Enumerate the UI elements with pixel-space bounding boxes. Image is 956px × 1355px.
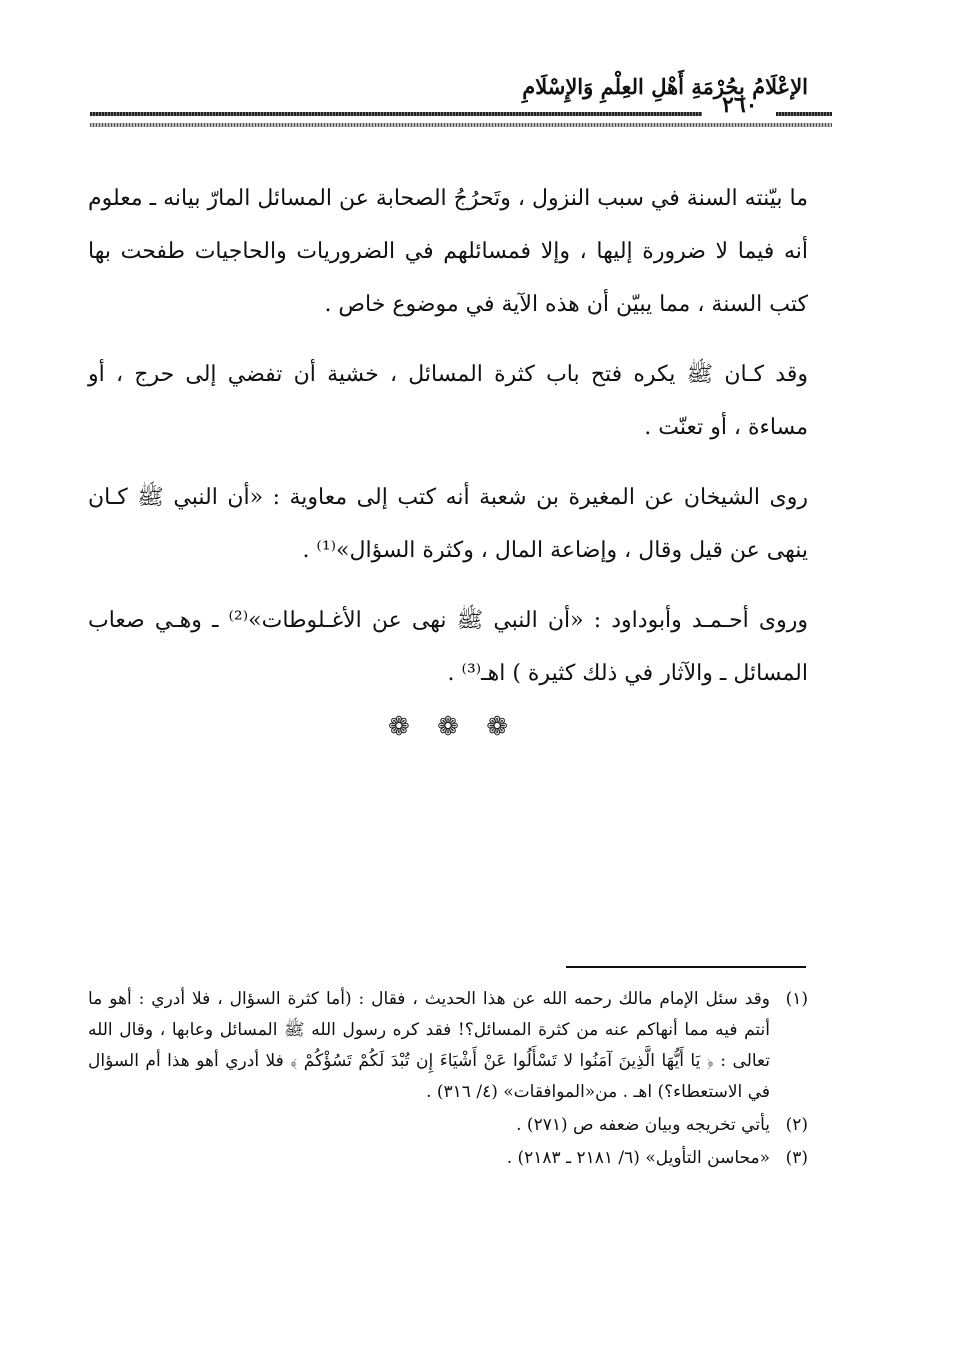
- running-title: الإعْلَامُ بِحُرْمَةِ أَهْلِ العِلْمِ وَالإِسْلَامِ: [522, 74, 808, 99]
- header-rule-short: [776, 112, 832, 116]
- footnote-number: (٢): [785, 1115, 808, 1135]
- footnote-rule: [566, 966, 806, 968]
- footnote-text: يأتي تخريجه وبيان ضعفه ص (٢٧١) .: [516, 1115, 770, 1135]
- footnote-text: وقد سئل الإمام مالك رحمه الله عن هذا الحديث ، فقال : (أما كثرة السؤال ، فلا أدري : أهو ما أنتم فيه مما أنهاكم عنه من كثرة المسائل؟! فقد كره رسول الله ﷺ المسائل وعابها ، وقال الله تعالى : ﴿ يَا أَيُّهَا الَّذِينَ آمَنُوا لا تَسْأَلُوا عَنْ أَشْيَاءَ إِن تُبْدَ لَكُمْ تَسُؤْكُمْ ﴾ فلا أدري أهو هذا أم السؤال في الاستعطاء؟) اهـ . من«الموافقات» (٤/ ٣١٦) .: [88, 989, 770, 1102]
- flower-ornament-icon: ❁: [388, 712, 410, 742]
- page-number: ٢٦٠: [722, 92, 758, 118]
- header-rule-light: [90, 123, 832, 127]
- footnote-number: (١): [785, 989, 808, 1009]
- footnote: [88, 1143, 808, 1174]
- paragraph: وروى أحـمـد وأبوداود : «أن النبي ﷺ نهى عن الأغـلوطات»⁽²⁾ ـ وهـي صعاب المسائل ـ والآثار في ذلك كثيرة ) اهـ⁽³⁾ .: [88, 608, 808, 686]
- footnote-number: (٣): [785, 1148, 808, 1168]
- footnote-text: «محاسن التأويل» (٦/ ٢١٨١ ـ ٢١٨٣) .: [506, 1148, 770, 1168]
- footnote: [88, 984, 808, 1108]
- flower-ornament-icon: ❁: [437, 712, 459, 742]
- paragraph: ما بيّنته السنة في سبب النزول ، وتَحرُجُ الصحابة عن المسائل المارّ بيانه ـ معلوم أنه فيما لا ضرورة إليها ، وإلا فمسائلهم في الضروريات والحاجيات طفحت بها كتب السنة ، مما يبيّن أن هذه الآية في موضوع خاص .: [88, 186, 808, 317]
- paragraph: روى الشيخان عن المغيرة بن شعبة أنه كتب إلى معاوية : «أن النبي ﷺ كـان ينهى عن قيل وقال ، وإضاعة المال ، وكثرة السؤال»⁽¹⁾ .: [88, 485, 808, 563]
- paragraph: وقد كـان ﷺ يكره فتح باب كثرة المسائل ، خشية أن تفضي إلى حرج ، أو مساءة ، أو تعنّت .: [88, 362, 808, 440]
- section-separator: [388, 712, 508, 742]
- body-text: [88, 172, 808, 700]
- header-rule: [90, 112, 702, 116]
- footnotes: [88, 984, 808, 1176]
- footnote: [88, 1110, 808, 1141]
- flower-ornament-icon: ❁: [486, 712, 508, 742]
